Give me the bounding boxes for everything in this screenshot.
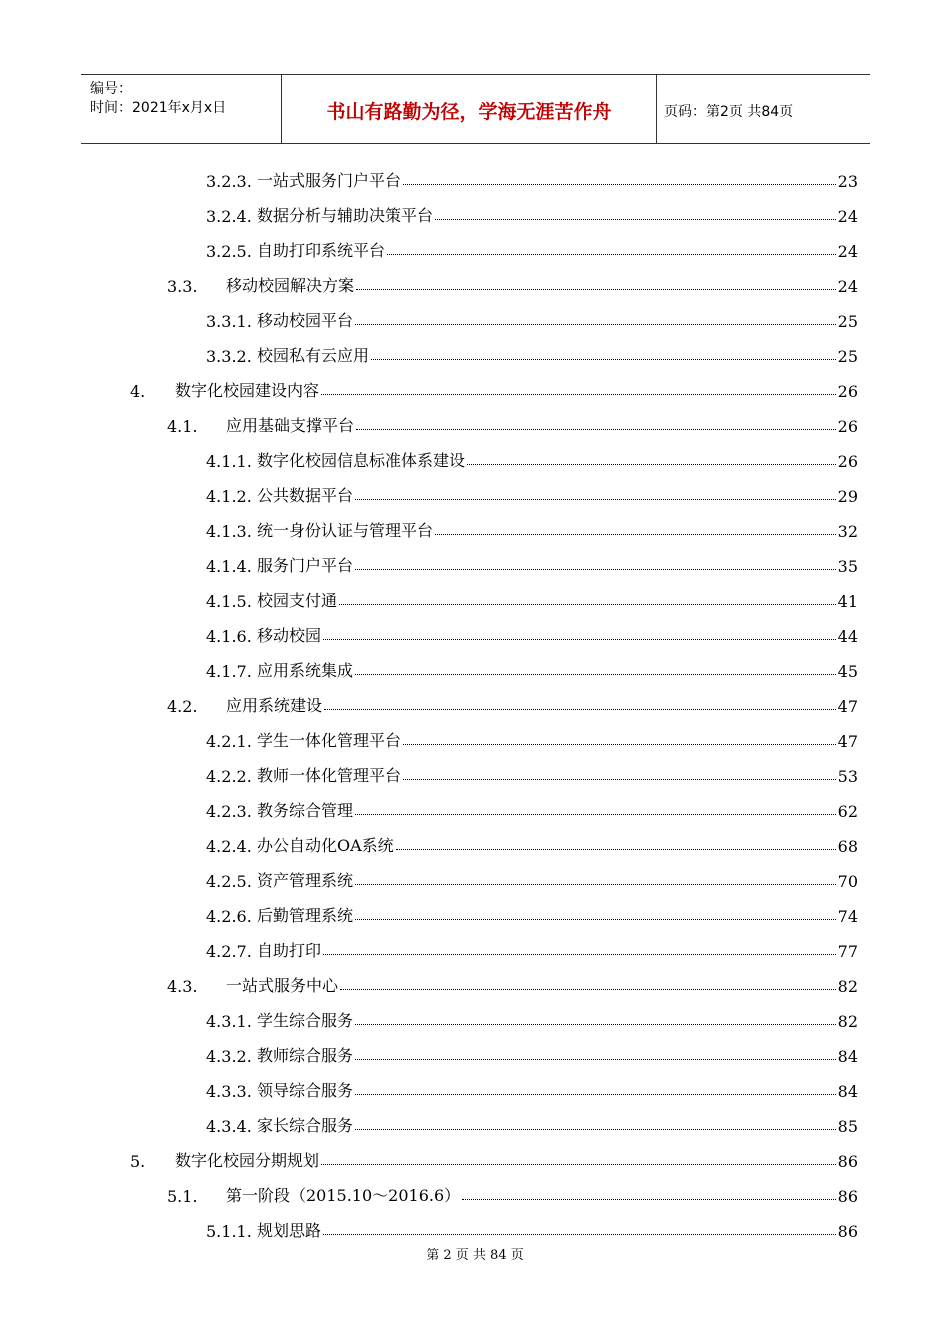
toc-leader-dots: [355, 1024, 836, 1025]
toc-leader-dots: [340, 989, 836, 990]
toc-entry-title: 自助打印: [257, 941, 322, 960]
toc-leader-dots: [462, 1199, 835, 1200]
toc-entry[interactable]: [206, 548, 858, 576]
toc-entry[interactable]: [206, 1003, 858, 1031]
toc-entry[interactable]: [206, 513, 858, 541]
toc-entry-page: 45: [837, 662, 858, 681]
toc-entry[interactable]: [130, 1143, 858, 1171]
toc-entry-page: 53: [837, 767, 858, 786]
header-meta-cell: [81, 75, 281, 143]
toc-entry-title: 教务综合管理: [257, 801, 354, 820]
toc-entry-number: 4.2.3.: [206, 802, 252, 821]
toc-leader-dots: [339, 604, 836, 605]
toc-entry[interactable]: [206, 303, 858, 331]
toc-leader-dots: [355, 1094, 836, 1095]
toc-entry[interactable]: [206, 828, 858, 856]
toc-entry-number: 3.3.: [167, 277, 198, 296]
header-page-info: 页码：第2页 共84页: [664, 104, 794, 120]
toc-entry-number: 3.2.3.: [206, 172, 252, 191]
toc-entry-number: 4.3.1.: [206, 1012, 252, 1031]
toc-entry-title: 数据分析与辅助决策平台: [257, 206, 434, 225]
toc-entry[interactable]: [206, 198, 858, 226]
toc-entry[interactable]: [206, 338, 858, 366]
toc-leader-dots: [355, 814, 836, 815]
toc-leader-dots: [403, 184, 836, 185]
toc-leader-dots: [356, 289, 836, 290]
toc-entry-page: 62: [837, 802, 858, 821]
header-page-cell: [656, 75, 870, 143]
toc-entry-number: 3.2.4.: [206, 207, 252, 226]
toc-entry[interactable]: [206, 583, 858, 611]
toc-entry-page: 82: [837, 977, 858, 996]
toc-entry-page: 82: [837, 1012, 858, 1031]
toc-leader-dots: [467, 464, 836, 465]
document-code-label: 编号：: [90, 81, 132, 97]
toc-leader-dots: [355, 569, 836, 570]
toc-entry-title: 学生一体化管理平台: [257, 731, 402, 750]
toc-entry-page: 25: [837, 312, 858, 331]
toc-entry[interactable]: [206, 478, 858, 506]
toc-entry-page: 44: [837, 627, 858, 646]
toc-entry-title: 第一阶段（2015.10～2016.6）: [226, 1186, 461, 1205]
toc-entry[interactable]: [206, 1038, 858, 1066]
toc-entry[interactable]: [167, 268, 858, 296]
toc-leader-dots: [371, 359, 836, 360]
toc-leader-dots: [355, 324, 836, 325]
toc-entry-page: 35: [837, 557, 858, 576]
toc-leader-dots: [355, 1059, 836, 1060]
toc-entry-title: 移动校园: [257, 626, 322, 645]
toc-entry-title: 数字化校园信息标准体系建设: [257, 451, 466, 470]
toc-entry-number: 4.3.3.: [206, 1082, 252, 1101]
toc-entry[interactable]: [206, 933, 858, 961]
toc-leader-dots: [355, 1129, 836, 1130]
toc-entry-number: 4.1.4.: [206, 557, 252, 576]
toc-leader-dots: [355, 499, 836, 500]
toc-entry-title: 资产管理系统: [257, 871, 354, 890]
toc-leader-dots: [321, 1164, 836, 1165]
header-motto-cell: [281, 75, 657, 143]
toc-entry-title: 家长综合服务: [257, 1116, 354, 1135]
toc-entry-number: 4.2.4.: [206, 837, 252, 856]
toc-leader-dots: [355, 919, 836, 920]
toc-entry-page: 26: [837, 417, 858, 436]
toc-entry-number: 4.2.6.: [206, 907, 252, 926]
toc-entry-page: 86: [837, 1222, 858, 1241]
toc-entry[interactable]: [167, 1178, 858, 1206]
toc-entry-number: 3.3.1.: [206, 312, 252, 331]
toc-entry-page: 47: [837, 732, 858, 751]
toc-entry-number: 5.: [130, 1152, 146, 1171]
toc-entry-page: 24: [837, 277, 858, 296]
toc-entry-page: 32: [837, 522, 858, 541]
toc-entry-number: 5.1.: [167, 1187, 198, 1206]
toc-leader-dots: [396, 849, 836, 850]
toc-entry-page: 24: [837, 207, 858, 226]
toc-entry-number: 4.2.1.: [206, 732, 252, 751]
toc-entry-page: 47: [837, 697, 858, 716]
toc-entry-number: 4.2.7.: [206, 942, 252, 961]
toc-leader-dots: [356, 429, 836, 430]
toc-entry-page: 29: [837, 487, 858, 506]
toc-entry-title: 后勤管理系统: [257, 906, 354, 925]
toc-entry[interactable]: [206, 1073, 858, 1101]
toc-entry-title: 应用基础支撑平台: [226, 416, 355, 435]
toc-entry[interactable]: [206, 758, 858, 786]
toc-entry-number: 3.2.5.: [206, 242, 252, 261]
toc-entry[interactable]: [130, 373, 858, 401]
toc-entry[interactable]: [206, 1108, 858, 1136]
toc-entry-page: 24: [837, 242, 858, 261]
toc-entry[interactable]: [206, 163, 858, 191]
toc-entry-page: 84: [837, 1047, 858, 1066]
toc-entry-page: 70: [837, 872, 858, 891]
toc-entry-title: 数字化校园分期规划: [175, 1151, 320, 1170]
toc-entry-page: 26: [837, 452, 858, 471]
toc-entry-title: 校园支付通: [257, 591, 338, 610]
toc-entry-page: 68: [837, 837, 858, 856]
toc-entry-title: 教师一体化管理平台: [257, 766, 402, 785]
page-footer: 第 2 页 共 84 页: [426, 1248, 524, 1263]
toc-entry-number: 4.1.6.: [206, 627, 252, 646]
toc-entry[interactable]: [206, 618, 858, 646]
toc-entry-page: 23: [837, 172, 858, 191]
toc-entry-page: 77: [837, 942, 858, 961]
toc-entry[interactable]: [206, 898, 858, 926]
toc-leader-dots: [323, 1234, 836, 1235]
toc-entry-title: 规划思路: [257, 1221, 322, 1240]
toc-entry-page: 86: [837, 1152, 858, 1171]
toc-entry[interactable]: [167, 408, 858, 436]
toc-entry-number: 4.2.5.: [206, 872, 252, 891]
toc-entry-title: 移动校园解决方案: [226, 276, 355, 295]
toc-entry-number: 4.1.1.: [206, 452, 252, 471]
toc-entry-title: 一站式服务中心: [226, 976, 339, 995]
toc-entry[interactable]: [206, 233, 858, 261]
toc-leader-dots: [403, 744, 836, 745]
toc-entry-title: 一站式服务门户平台: [257, 171, 402, 190]
toc-entry-title: 应用系统建设: [226, 696, 323, 715]
toc-entry-number: 3.3.2.: [206, 347, 252, 366]
page-header: [81, 74, 870, 144]
toc-entry-number: 4.2.: [167, 697, 198, 716]
toc-leader-dots: [403, 779, 836, 780]
toc-entry-page: 26: [837, 382, 858, 401]
toc-entry-title: 统一身份认证与管理平台: [257, 521, 434, 540]
toc-entry-number: 4.1.7.: [206, 662, 252, 681]
toc-entry-title: 学生综合服务: [257, 1011, 354, 1030]
toc-entry-number: 4.3.2.: [206, 1047, 252, 1066]
toc-leader-dots: [355, 674, 836, 675]
toc-entry-page: 85: [837, 1117, 858, 1136]
toc-entry-title: 领导综合服务: [257, 1081, 354, 1100]
toc-entry[interactable]: [167, 688, 858, 716]
toc-leader-dots: [435, 219, 836, 220]
toc-entry-title: 服务门户平台: [257, 556, 354, 575]
toc-entry-title: 校园私有云应用: [257, 346, 370, 365]
toc-entry-number: 4.1.2.: [206, 487, 252, 506]
toc-entry-number: 4.1.: [167, 417, 198, 436]
toc-entry-number: 4.1.3.: [206, 522, 252, 541]
toc-leader-dots: [355, 884, 836, 885]
toc-entry[interactable]: [206, 793, 858, 821]
toc-entry-number: 4.1.5.: [206, 592, 252, 611]
toc-leader-dots: [321, 394, 836, 395]
toc-entry-page: 74: [837, 907, 858, 926]
toc-entry[interactable]: [206, 723, 858, 751]
toc-leader-dots: [324, 709, 836, 710]
toc-entry-number: 4.: [130, 382, 146, 401]
toc-entry-number: 5.1.1.: [206, 1222, 252, 1241]
toc-entry[interactable]: [206, 1213, 858, 1241]
toc-entry[interactable]: [206, 443, 858, 471]
toc-entry-page: 25: [837, 347, 858, 366]
toc-entry-title: 办公自动化OA系统: [257, 836, 394, 855]
toc-entry-number: 4.3.: [167, 977, 198, 996]
toc-leader-dots: [435, 534, 836, 535]
toc-entry-title: 自助打印系统平台: [257, 241, 386, 260]
toc-entry[interactable]: [206, 863, 858, 891]
toc-entry-title: 教师综合服务: [257, 1046, 354, 1065]
toc-leader-dots: [387, 254, 836, 255]
toc-leader-dots: [323, 639, 836, 640]
toc-entry[interactable]: [206, 653, 858, 681]
header-motto: 书山有路勤为径，学海无涯苦作舟: [326, 101, 612, 123]
toc-entry[interactable]: [167, 968, 858, 996]
toc-entry-number: 4.3.4.: [206, 1117, 252, 1136]
toc-entry-title: 数字化校园建设内容: [175, 381, 320, 400]
toc-entry-page: 41: [837, 592, 858, 611]
toc-entry-title: 应用系统集成: [257, 661, 354, 680]
toc-entry-number: 4.2.2.: [206, 767, 252, 786]
toc-entry-title: 公共数据平台: [257, 486, 354, 505]
document-time-label: 时间：2021年x月x日: [90, 100, 227, 116]
toc-leader-dots: [323, 954, 836, 955]
toc-entry-page: 84: [837, 1082, 858, 1101]
toc-entry-title: 移动校园平台: [257, 311, 354, 330]
toc-entry-page: 86: [837, 1187, 858, 1206]
